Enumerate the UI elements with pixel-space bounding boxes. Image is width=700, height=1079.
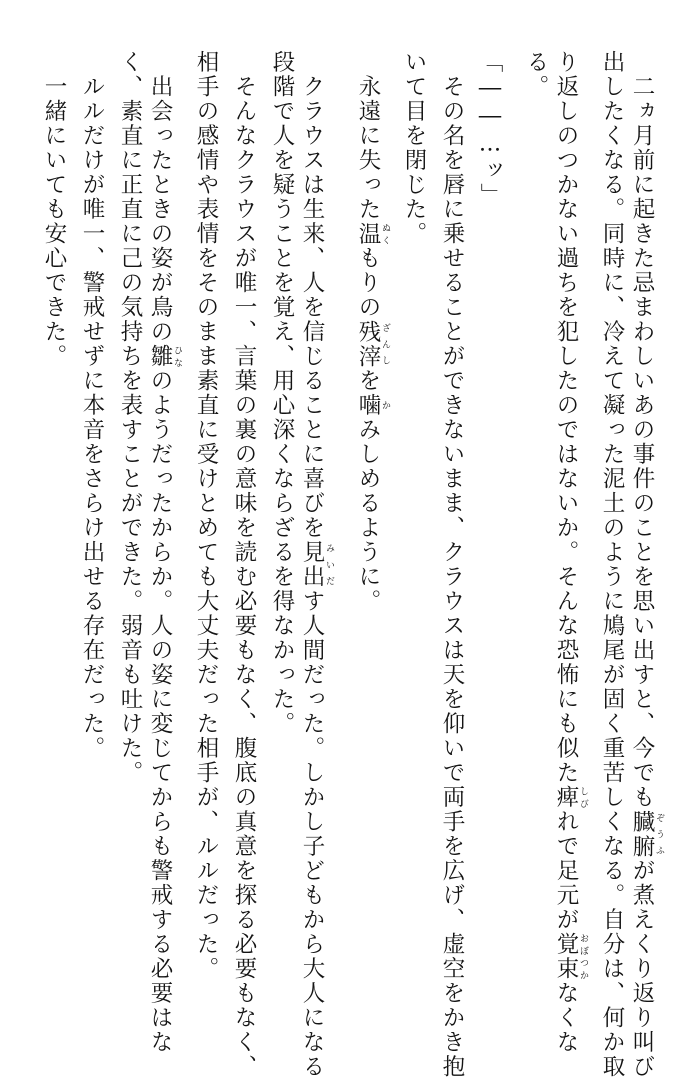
ruby-ka: 噛 か xyxy=(355,393,390,418)
text-column-7: いて目を閉じた。 xyxy=(401,50,427,246)
text-column-2: 出したくなる。同時に、冷えて凝った泥土のように鳩尾が固く重苦しくなる。自分は、何か取 xyxy=(599,50,625,1079)
text-column-9: クラウスは生来、人を信じることに喜びを見出 みいだす人間だった。しかし子どもから大人になる xyxy=(299,50,334,1079)
ruby-zanshi: 残滓 ざんし xyxy=(355,319,390,369)
text-column-3: り返しのつかない過ちを犯したのではないか。そんな恐怖にも似た痺 しびれで足元が覚束 おぼつかなくな xyxy=(553,50,588,1055)
text-column-14: く、素直に正直に己の気持ちを表すことができた。弱音も吐けた。 xyxy=(117,50,143,785)
ruby-hina: 雛 ひな xyxy=(147,344,182,369)
text-column-12: 相手の感情や表情をそのまま素直に受けとめても大丈夫だった相手が、ルルだった。 xyxy=(193,50,219,981)
ruby-nuku: 温 ぬく xyxy=(355,221,390,246)
ruby-obotsuka: 覚束 おぼつか xyxy=(553,932,588,981)
text-column-13: 出会ったときの姿が鳥の雛 ひなのようだったからか。人の姿に変じてからも警戒する必要はな xyxy=(147,50,182,1055)
text-column-6: その名を唇に乗せることができないまま、クラウスは天を仰いで両手を広げ、虚空をかき抱 xyxy=(439,50,465,1079)
text-column-1: 二ヵ月前に起きた忌まわしいあの事件のことを思い出すと、今でも臓腑 ぞうふが煮えくり返り叫び xyxy=(629,50,664,1079)
text-column-11: そんなクラウスが唯一、言葉の裏の意味を読む必要もなく、腹底の真意を探る必要もなく、 xyxy=(231,50,257,1079)
text-column-16: 一緒にいても安心できた。 xyxy=(41,50,67,369)
text-column-8: 永遠に失った温 ぬくもりの残滓 ざんしを噛 かみしめるように。 xyxy=(355,50,390,614)
ruby-zoufu: 臓腑 ぞうふ xyxy=(629,809,664,859)
ruby-shibi: 痺 しび xyxy=(553,785,588,810)
text-column-15: ルルだけが唯一、警戒せずに本音をさらけ出せる存在だった。 xyxy=(79,50,105,761)
text-column-4: る。 xyxy=(523,50,549,99)
text-column-10: 段階で人を疑うことを覚え、用心深くならざるを得なかった。 xyxy=(269,50,295,736)
ruby-mida: 見出 みいだ xyxy=(299,540,334,589)
dialogue-column: 「――…ッ」 xyxy=(477,50,503,208)
